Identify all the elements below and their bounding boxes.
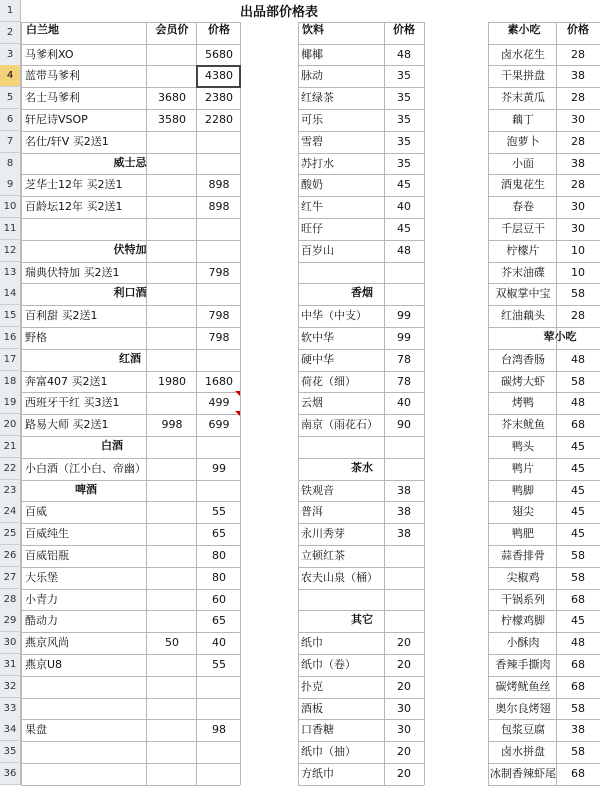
grid-hline [21,698,240,699]
item-price: 28 [571,309,585,322]
item-name: 芥末油碟 [501,266,545,279]
item-name: 柠檬鸡脚 [501,614,545,627]
item-price: 30 [571,222,585,235]
item-name: 百岁山 [301,244,334,257]
header-price: 价格 [208,23,230,36]
item-price: 65 [212,614,226,627]
item-name: 立顿红茶 [301,549,345,562]
row-number[interactable]: 26 [0,545,21,567]
item-name: 云烟 [301,396,323,409]
item-price: 68 [571,593,585,606]
item-name: 百利甜 买2送1 [25,309,98,322]
item-price: 48 [571,396,585,409]
item-price: 99 [397,309,411,322]
row-number[interactable]: 6 [0,109,21,131]
item-price: 30 [397,702,411,715]
item-name: 马爹利XO [25,48,74,61]
item-name: 红油藕头 [501,309,545,322]
item-name: 软中华 [301,331,334,344]
item-price: 45 [571,440,585,453]
item-price: 38 [397,527,411,540]
item-price: 699 [208,418,230,431]
item-name: 小面 [512,157,534,170]
item-price: 20 [397,745,411,758]
grid-hline [298,262,424,263]
section-cigarettes: 香烟 [351,286,373,299]
item-price: 499 [208,396,230,409]
item-name: 苏打水 [301,157,334,170]
item-name: 旺仔 [301,222,323,235]
item-name: 鸭头 [512,440,534,453]
grid-hline [21,218,240,219]
item-name: 中华（中支） [301,309,367,322]
item-name: 芥末黄瓜 [501,91,545,104]
item-name: 尖椒鸡 [506,571,540,584]
item-price: 30 [571,113,585,126]
item-name: 蒜香排骨 [501,549,545,562]
item-name: 百龄坛12年 买2送1 [25,200,123,213]
grid-hline [21,480,240,481]
item-name: 名士马爹利 [25,91,80,104]
item-price: 68 [571,680,585,693]
item-price: 55 [212,658,226,671]
item-name: 蓝带马爹利 [25,69,80,82]
item-price: 35 [397,91,411,104]
item-member-price: 3680 [158,91,186,104]
item-price: 38 [571,723,585,736]
item-price: 40 [397,200,411,213]
grid-vline [384,22,385,785]
item-name: 鸭脚 [512,484,534,497]
item-name: 轩尼诗VSOP [25,113,88,126]
item-price: 10 [571,266,585,279]
row-number[interactable]: 20 [0,414,21,436]
item-name: 芝华士12年 买2送1 [25,178,123,191]
row-number[interactable]: 8 [0,153,21,175]
item-price: 78 [397,353,411,366]
grid-vline [556,22,557,785]
grid-hline [21,676,240,677]
row-number[interactable]: 23 [0,480,21,502]
item-price: 58 [571,549,585,562]
grid-vline [424,22,425,785]
row-number[interactable]: 27 [0,567,21,589]
item-price: 45 [397,178,411,191]
item-price: 99 [397,331,411,344]
item-price: 5680 [205,48,233,61]
item-name: 路易大师 买2送1 [25,418,109,431]
row-number[interactable]: 14 [0,283,21,305]
item-name: 卤水拼盘 [501,745,545,758]
row-number[interactable]: 1 [0,0,21,22]
item-price: 20 [397,636,411,649]
item-price: 65 [212,527,226,540]
item-name: 冰制香辣虾尾 [490,767,556,780]
item-name: 方纸巾 [301,767,334,780]
item-price: 38 [571,157,585,170]
header-drinks: 饮料 [302,23,324,36]
item-price: 58 [571,287,585,300]
item-name: 纸巾（抽） [301,745,356,758]
item-name: 脉动 [301,69,323,82]
row-number[interactable]: 3 [0,44,21,66]
item-price: 40 [397,396,411,409]
item-name: 西班牙干红 买3送1 [25,396,120,409]
item-name: 野格 [25,331,47,344]
item-price: 68 [571,658,585,671]
row-number[interactable]: 16 [0,327,21,349]
item-price: 80 [212,549,226,562]
item-name: 荷花（细） [301,375,356,388]
item-price: 48 [571,636,585,649]
row-number[interactable]: 34 [0,719,21,741]
item-member-price: 1980 [158,375,186,388]
item-name: 藕丁 [512,113,534,126]
grid-hline [298,589,424,590]
section-tea: 茶水 [351,461,373,474]
item-member-price: 50 [165,636,179,649]
item-name: 双椒掌中宝 [495,287,551,300]
item-name: 烤鸭 [512,396,534,409]
item-name: 柠檬片 [506,244,540,257]
item-name: 卤水花生 [501,48,545,61]
item-price: 798 [208,309,230,322]
item-price: 90 [397,418,411,431]
item-name: 椰椰 [301,48,323,61]
section-whisky: 威士忌 [113,156,147,169]
section-liqueur: 利口酒 [113,286,147,299]
row-number[interactable]: 32 [0,676,21,698]
item-name: 口香糖 [301,723,334,736]
item-name: 雪碧 [301,135,323,148]
item-name: 果盘 [25,723,47,736]
item-price: 58 [571,702,585,715]
item-name: 酷动力 [25,614,58,627]
item-name: 干果拼盘 [501,69,545,82]
item-price: 10 [571,244,585,257]
item-price: 20 [397,658,411,671]
item-price: 28 [571,178,585,191]
grid-vline [488,22,489,785]
header-brandy: 白兰地 [26,23,59,36]
item-price: 45 [571,462,585,475]
item-price: 28 [571,135,585,148]
row-number[interactable]: 24 [0,501,21,523]
grid-vline [240,22,241,785]
item-name: 鸭肥 [512,527,534,540]
header-member-price: 会员价 [155,23,189,36]
item-price: 798 [208,266,230,279]
item-name: 芥末鱿鱼 [501,418,545,431]
item-price: 45 [397,222,411,235]
item-price: 40 [212,636,226,649]
comment-indicator [235,411,240,416]
item-price: 35 [397,69,411,82]
item-price: 35 [397,157,411,170]
row-number[interactable]: 36 [0,763,21,785]
row-number[interactable]: 29 [0,610,21,632]
item-price: 48 [397,244,411,257]
item-price: 28 [571,91,585,104]
item-price: 45 [571,505,585,518]
item-name: 燕京风尚 [25,636,69,649]
row-number[interactable]: 19 [0,392,21,414]
item-name: 翅尖 [512,505,534,518]
grid-vline [196,22,197,785]
item-price: 2380 [205,91,233,104]
section-other: 其它 [351,613,373,626]
item-price: 48 [571,353,585,366]
item-name: 百威 [25,505,47,518]
item-name: 大乐堡 [25,571,58,584]
item-name: 农夫山泉（桶） [301,571,378,584]
item-price: 30 [397,723,411,736]
header-veg-snacks: 素小吃 [507,23,541,36]
item-name: 香辣手撕肉 [495,658,551,671]
comment-indicator [235,391,240,396]
item-price: 28 [571,48,585,61]
row-number[interactable]: 4 [0,65,21,87]
sheet-title: 出品部价格表 [240,5,319,20]
item-name: 包浆豆腐 [501,723,545,736]
header-veg-price: 价格 [567,23,589,36]
section-beer: 啤酒 [75,483,97,496]
item-name: 酒鬼花生 [501,178,545,191]
item-price: 4380 [205,69,233,82]
item-price: 38 [397,484,411,497]
grid-hline [21,763,240,764]
row-number[interactable]: 12 [0,240,21,262]
item-name: 酸奶 [301,178,323,191]
selected-cell[interactable] [196,65,241,88]
row-number[interactable]: 33 [0,698,21,720]
item-name: 南京（雨花石） [301,418,378,431]
item-price: 35 [397,135,411,148]
item-price: 68 [571,418,585,431]
item-price: 98 [212,723,226,736]
row-number[interactable]: 2 [0,22,21,44]
row-number[interactable]: 17 [0,349,21,371]
item-price: 30 [571,200,585,213]
grid-vline [298,22,299,785]
item-price: 898 [208,200,230,213]
item-price: 38 [571,69,585,82]
row-number[interactable]: 9 [0,174,21,196]
section-meat-snacks: 荤小吃 [543,330,577,343]
item-name: 奔富407 买2送1 [25,375,108,388]
row-number[interactable]: 35 [0,741,21,763]
row-number[interactable]: 25 [0,523,21,545]
item-price: 2280 [205,113,233,126]
item-price: 38 [397,505,411,518]
item-price: 898 [208,178,230,191]
item-name: 永川秀芽 [301,527,345,540]
item-name: 百威纯生 [25,527,69,540]
row-number[interactable]: 18 [0,371,21,393]
item-name: 瑞典伏特加 买2送1 [25,266,120,279]
item-member-price: 3580 [158,113,186,126]
item-price: 58 [571,571,585,584]
item-name: 台湾香肠 [501,353,545,366]
item-price: 58 [571,375,585,388]
item-price: 20 [397,767,411,780]
item-name: 普洱 [301,505,323,518]
item-name: 春卷 [512,200,534,213]
grid-hline [298,436,424,437]
item-name: 铁观音 [301,484,334,497]
row-number[interactable]: 28 [0,589,21,611]
row-number[interactable]: 5 [0,87,21,109]
section-vodka: 伏特加 [113,243,147,256]
item-name: 千层豆干 [501,222,545,235]
section-baijiu: 白酒 [101,439,123,452]
item-name: 小酥肉 [506,636,540,649]
item-price: 48 [397,48,411,61]
row-number[interactable]: 31 [0,654,21,676]
item-price: 45 [571,527,585,540]
item-name: 鸭片 [512,462,534,475]
item-name: 纸巾（卷） [301,658,356,671]
item-name: 硬中华 [301,353,334,366]
item-name: 奥尔良烤翅 [495,702,551,715]
item-name: 百威铝瓶 [25,549,69,562]
item-price: 99 [212,462,226,475]
item-name: 红绿茶 [301,91,334,104]
item-price: 58 [571,745,585,758]
item-price: 80 [212,571,226,584]
item-name: 可乐 [301,113,323,126]
row-number[interactable]: 30 [0,632,21,654]
item-name: 红牛 [301,200,323,213]
item-name: 碳烤大虾 [501,375,545,388]
item-price: 60 [212,593,226,606]
item-member-price: 998 [161,418,183,431]
item-price: 45 [571,614,585,627]
item-name: 酒板 [301,702,323,715]
item-name: 名仕/轩V 买2送1 [25,135,109,148]
item-price: 1680 [205,375,233,388]
item-name: 小青力 [25,593,58,606]
item-price: 78 [397,375,411,388]
item-name: 纸巾 [301,636,323,649]
item-price: 68 [571,767,585,780]
item-name: 小白酒（江小白、帝幽） [25,462,146,475]
row-number[interactable]: 13 [0,262,21,284]
row-number[interactable]: 10 [0,196,21,218]
grid-vline [21,22,22,785]
item-name: 燕京U8 [25,658,63,671]
item-name: 扑克 [301,680,323,693]
item-price: 35 [397,113,411,126]
row-number[interactable]: 22 [0,458,21,480]
item-name: 碳烤鱿鱼丝 [495,680,551,693]
section-red-wine: 红酒 [119,352,141,365]
grid-hline [21,741,240,742]
item-name: 干锅系列 [501,593,545,606]
row-number[interactable]: 21 [0,436,21,458]
row-number[interactable]: 15 [0,305,21,327]
item-price: 798 [208,331,230,344]
item-price: 45 [571,484,585,497]
item-name: 泡萝卜 [506,135,540,148]
item-price: 20 [397,680,411,693]
row-number[interactable]: 7 [0,131,21,153]
item-price: 55 [212,505,226,518]
row-number[interactable]: 11 [0,218,21,240]
header-drinks-price: 价格 [393,23,415,36]
